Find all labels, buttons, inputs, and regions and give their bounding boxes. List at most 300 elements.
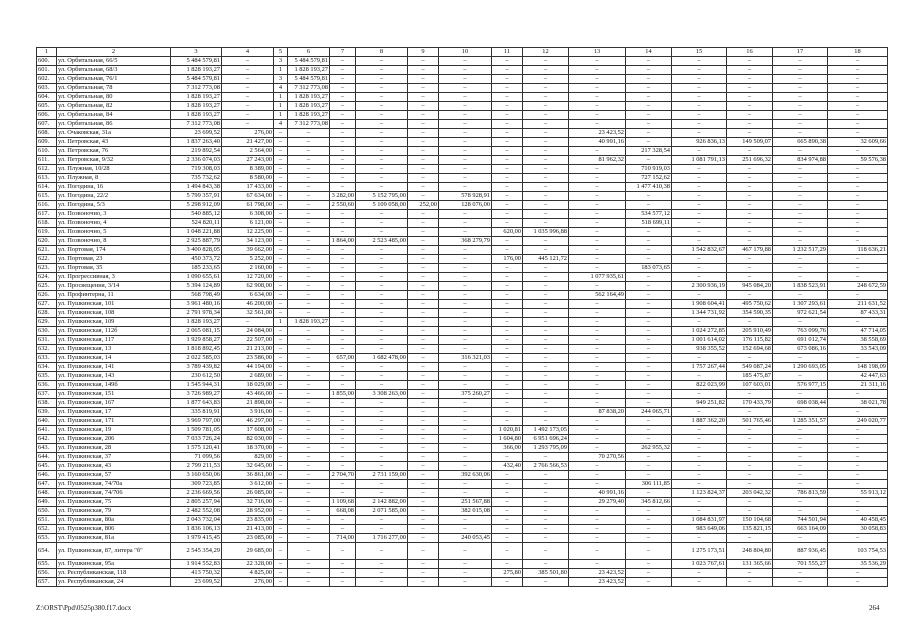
value-cell: – — [773, 462, 828, 471]
value-cell: 176,00 — [492, 255, 523, 264]
value-cell: – — [330, 426, 356, 435]
value-cell: – — [356, 174, 408, 183]
value-cell: – — [408, 345, 439, 354]
value-cell: 1 494 843,38 — [171, 183, 222, 192]
value-cell: – — [288, 273, 330, 282]
value-cell: – — [727, 408, 773, 417]
value-cell: – — [330, 408, 356, 417]
row-number-cell: 607. — [37, 120, 57, 129]
value-cell: – — [626, 516, 672, 525]
value-cell: – — [408, 435, 439, 444]
value-cell: 1 838 523,91 — [773, 282, 828, 291]
value-cell: – — [330, 381, 356, 390]
value-cell: – — [492, 390, 523, 399]
value-cell: 59 576,38 — [828, 156, 888, 165]
column-number-cell: 13 — [569, 48, 626, 57]
value-cell: – — [523, 138, 569, 147]
row-number-cell: 655. — [37, 560, 57, 569]
value-cell: 40 458,45 — [828, 516, 888, 525]
value-cell: – — [727, 318, 773, 327]
value-cell: – — [773, 578, 828, 587]
value-cell: – — [672, 219, 727, 228]
value-cell: 316 321,03 — [439, 354, 492, 363]
value-cell: 309 723,85 — [171, 480, 222, 489]
value-cell: 744 501,94 — [773, 516, 828, 525]
value-cell: 1 828 193,27 — [171, 111, 222, 120]
value-cell: – — [672, 129, 727, 138]
table-row — [37, 219, 888, 228]
value-cell: – — [408, 318, 439, 327]
value-cell: – — [569, 345, 626, 354]
value-cell: – — [626, 426, 672, 435]
value-cell: – — [773, 120, 828, 129]
address-cell: ул. Петровская, 43 — [57, 138, 171, 147]
value-cell: – — [439, 273, 492, 282]
value-cell: 1 828 193,27 — [288, 111, 330, 120]
value-cell: – — [222, 120, 274, 129]
address-cell: ул. Петровская, 9/32 — [57, 156, 171, 165]
value-cell: 673 086,16 — [773, 345, 828, 354]
value-cell: 248 804,80 — [727, 543, 773, 560]
value-cell: – — [569, 66, 626, 75]
row-number-cell: 656. — [37, 569, 57, 578]
row-number-cell: 639. — [37, 408, 57, 417]
value-cell: 2 925 887,79 — [171, 237, 222, 246]
row-number-cell: 622. — [37, 255, 57, 264]
value-cell: 1 855,00 — [330, 390, 356, 399]
value-cell: – — [626, 138, 672, 147]
value-cell: – — [408, 354, 439, 363]
value-cell: – — [828, 255, 888, 264]
value-cell: – — [569, 246, 626, 255]
value-cell: 2 799 211,53 — [171, 462, 222, 471]
value-cell: – — [439, 174, 492, 183]
value-cell: 131 365,66 — [727, 560, 773, 569]
value-cell: – — [356, 120, 408, 129]
row-number-cell: 626. — [37, 291, 57, 300]
value-cell: 306 111,85 — [626, 480, 672, 489]
column-number-cell: 15 — [672, 48, 727, 57]
value-cell: – — [408, 363, 439, 372]
value-cell: – — [727, 183, 773, 192]
value-cell: 23 423,52 — [569, 578, 626, 587]
row-number-cell: 644. — [37, 453, 57, 462]
address-cell: ул. Погодина, 5/3 — [57, 201, 171, 210]
value-cell: – — [439, 543, 492, 560]
value-cell: 1 828 193,27 — [288, 93, 330, 102]
value-cell: 6 634,00 — [222, 291, 274, 300]
value-cell: – — [330, 120, 356, 129]
value-cell: – — [408, 426, 439, 435]
value-cell: – — [672, 57, 727, 66]
value-cell: – — [288, 390, 330, 399]
value-cell: – — [288, 578, 330, 587]
table-row — [37, 300, 888, 309]
value-cell: 244 065,71 — [626, 408, 672, 417]
value-cell: – — [439, 426, 492, 435]
column-number-cell: 12 — [523, 48, 569, 57]
value-cell: – — [672, 507, 727, 516]
value-cell: – — [626, 327, 672, 336]
value-cell: – — [773, 237, 828, 246]
value-cell: – — [439, 318, 492, 327]
value-cell: – — [626, 57, 672, 66]
value-cell: – — [356, 489, 408, 498]
value-cell: – — [288, 309, 330, 318]
value-cell: – — [626, 93, 672, 102]
row-number-cell: 643. — [37, 444, 57, 453]
value-cell: 46 200,00 — [222, 300, 274, 309]
value-cell: 240 053,45 — [439, 534, 492, 543]
value-cell: 23 699,52 — [171, 129, 222, 138]
value-cell: 576 977,15 — [773, 381, 828, 390]
value-cell: – — [439, 578, 492, 587]
row-number-cell: 633. — [37, 354, 57, 363]
value-cell: – — [356, 560, 408, 569]
row-number-cell: 653. — [37, 534, 57, 543]
value-cell: – — [274, 489, 288, 498]
value-cell: 262 955,32 — [626, 444, 672, 453]
value-cell: – — [626, 381, 672, 390]
value-cell: – — [727, 219, 773, 228]
value-cell: 1 682 478,00 — [356, 354, 408, 363]
value-cell: – — [626, 246, 672, 255]
value-cell: – — [672, 174, 727, 183]
table-row — [37, 399, 888, 408]
table-row — [37, 498, 888, 507]
value-cell: 2 022 585,03 — [171, 354, 222, 363]
value-cell: – — [828, 174, 888, 183]
value-cell: – — [492, 219, 523, 228]
value-cell: – — [274, 381, 288, 390]
value-cell: – — [408, 129, 439, 138]
value-cell: – — [773, 129, 828, 138]
value-cell: 62 908,00 — [222, 282, 274, 291]
value-cell: – — [408, 165, 439, 174]
value-cell: 1 035 996,88 — [523, 228, 569, 237]
value-cell: 540 885,12 — [171, 210, 222, 219]
value-cell: – — [523, 273, 569, 282]
value-cell: 33 543,09 — [828, 345, 888, 354]
address-cell: ул. Плужная, 10/28 — [57, 165, 171, 174]
value-cell: 3 308 263,00 — [356, 390, 408, 399]
value-cell: – — [274, 569, 288, 578]
value-cell: – — [492, 507, 523, 516]
value-cell: – — [828, 75, 888, 84]
value-cell: – — [408, 246, 439, 255]
value-cell: 2 731 159,00 — [356, 471, 408, 480]
value-cell: – — [773, 57, 828, 66]
value-cell: 12 720,00 — [222, 273, 274, 282]
value-cell: – — [439, 560, 492, 569]
value-cell: 1 929 858,27 — [171, 336, 222, 345]
value-cell: 8 389,00 — [222, 165, 274, 174]
row-number-cell: 654. — [37, 543, 57, 560]
value-cell: – — [523, 192, 569, 201]
value-cell: – — [828, 129, 888, 138]
value-cell: – — [288, 264, 330, 273]
value-cell: 763 099,76 — [773, 327, 828, 336]
value-cell: – — [356, 138, 408, 147]
value-cell: 1 828 193,27 — [171, 93, 222, 102]
value-cell: 3 160 650,06 — [171, 471, 222, 480]
value-cell: – — [408, 408, 439, 417]
value-cell: – — [408, 66, 439, 75]
data-table — [36, 47, 888, 587]
value-cell: – — [274, 147, 288, 156]
value-cell: – — [773, 426, 828, 435]
value-cell: – — [356, 300, 408, 309]
value-cell: – — [727, 569, 773, 578]
value-cell: 354 590,35 — [727, 309, 773, 318]
value-cell: – — [274, 327, 288, 336]
value-cell: – — [523, 129, 569, 138]
value-cell: – — [408, 327, 439, 336]
value-cell: 822 023,99 — [672, 381, 727, 390]
value-cell: – — [274, 560, 288, 569]
row-number-cell: 638. — [37, 399, 57, 408]
value-cell: – — [773, 444, 828, 453]
value-cell: – — [727, 93, 773, 102]
value-cell: – — [672, 192, 727, 201]
value-cell: – — [356, 318, 408, 327]
value-cell: – — [288, 156, 330, 165]
row-number-cell: 603. — [37, 84, 57, 93]
value-cell: 382 015,08 — [439, 507, 492, 516]
value-cell: – — [288, 147, 330, 156]
value-cell: 7 312 773,08 — [288, 120, 330, 129]
address-cell: ул. Пушкинская, 80a — [57, 516, 171, 525]
value-cell: 18 029,00 — [222, 381, 274, 390]
table-row — [37, 462, 888, 471]
row-number-cell: 623. — [37, 264, 57, 273]
value-cell: – — [523, 471, 569, 480]
value-cell: 701 555,27 — [773, 560, 828, 569]
value-cell: – — [626, 201, 672, 210]
value-cell: – — [274, 516, 288, 525]
value-cell: – — [288, 408, 330, 417]
value-cell: 926 836,13 — [672, 138, 727, 147]
value-cell: – — [523, 102, 569, 111]
value-cell: – — [828, 291, 888, 300]
value-cell: – — [672, 183, 727, 192]
value-cell: – — [492, 525, 523, 534]
row-number-cell: 628. — [37, 309, 57, 318]
value-cell: – — [727, 426, 773, 435]
value-cell: – — [439, 408, 492, 417]
value-cell: – — [672, 120, 727, 129]
address-cell: ул. Портовая, 35 — [57, 264, 171, 273]
value-cell: – — [569, 525, 626, 534]
value-cell: – — [408, 255, 439, 264]
value-cell: – — [569, 372, 626, 381]
value-cell: – — [672, 426, 727, 435]
value-cell: – — [773, 183, 828, 192]
value-cell: – — [356, 84, 408, 93]
value-cell: – — [274, 543, 288, 560]
value-cell: – — [828, 183, 888, 192]
value-cell: – — [288, 435, 330, 444]
value-cell: – — [672, 210, 727, 219]
row-number-cell: 608. — [37, 129, 57, 138]
value-cell: – — [274, 498, 288, 507]
address-cell: ул. Портовая, 174 — [57, 246, 171, 255]
value-cell: – — [523, 147, 569, 156]
value-cell: 251 567,88 — [439, 498, 492, 507]
value-cell: – — [274, 408, 288, 417]
value-cell: – — [626, 75, 672, 84]
value-cell: – — [439, 246, 492, 255]
value-cell: 21 213,00 — [222, 345, 274, 354]
value-cell: – — [626, 578, 672, 587]
table-row — [37, 525, 888, 534]
value-cell: – — [439, 129, 492, 138]
value-cell: 727 152,62 — [626, 174, 672, 183]
value-cell: – — [288, 255, 330, 264]
value-cell: – — [672, 534, 727, 543]
value-cell: – — [626, 462, 672, 471]
value-cell: 2 805 257,94 — [171, 498, 222, 507]
value-cell: – — [492, 93, 523, 102]
table-row — [37, 111, 888, 120]
value-cell: 32 716,00 — [222, 498, 274, 507]
value-cell: 38 558,69 — [828, 336, 888, 345]
value-cell: – — [569, 507, 626, 516]
value-cell: 1 828 193,27 — [171, 66, 222, 75]
row-number-cell: 649. — [37, 498, 57, 507]
value-cell: – — [828, 569, 888, 578]
table-row — [37, 291, 888, 300]
value-cell: – — [828, 120, 888, 129]
value-cell: – — [672, 444, 727, 453]
value-cell: – — [569, 147, 626, 156]
value-cell: – — [626, 507, 672, 516]
value-cell: 7 033 726,24 — [171, 435, 222, 444]
value-cell: – — [828, 534, 888, 543]
table-row — [37, 408, 888, 417]
table-row — [37, 569, 888, 578]
value-cell: – — [523, 390, 569, 399]
address-cell: ул. Пушкинская, 117 — [57, 336, 171, 345]
value-cell: – — [356, 327, 408, 336]
value-cell: 1 877 643,83 — [171, 399, 222, 408]
value-cell: – — [330, 183, 356, 192]
value-cell: – — [439, 381, 492, 390]
address-cell: ул. Пушкинская, 806 — [57, 525, 171, 534]
value-cell: – — [672, 453, 727, 462]
value-cell: – — [274, 462, 288, 471]
value-cell: – — [288, 543, 330, 560]
value-cell: – — [523, 201, 569, 210]
value-cell: – — [773, 219, 828, 228]
value-cell: – — [523, 534, 569, 543]
address-cell: ул. Просвещения, 3/14 — [57, 282, 171, 291]
value-cell: – — [288, 192, 330, 201]
value-cell: 335 819,91 — [171, 408, 222, 417]
value-cell: – — [569, 318, 626, 327]
value-cell: 150 104,68 — [727, 516, 773, 525]
value-cell: 445 121,72 — [523, 255, 569, 264]
value-cell: – — [492, 183, 523, 192]
value-cell: – — [274, 417, 288, 426]
value-cell: – — [828, 408, 888, 417]
value-cell: – — [492, 318, 523, 327]
value-cell: 5 109 058,00 — [356, 201, 408, 210]
value-cell: – — [773, 255, 828, 264]
value-cell: – — [288, 525, 330, 534]
value-cell: – — [492, 354, 523, 363]
value-cell: – — [330, 516, 356, 525]
value-cell: – — [274, 237, 288, 246]
value-cell: – — [773, 93, 828, 102]
value-cell: – — [492, 192, 523, 201]
value-cell: 1 837 263,40 — [171, 138, 222, 147]
value-cell: – — [523, 578, 569, 587]
row-number-cell: 635. — [37, 372, 57, 381]
row-number-cell: 617. — [37, 210, 57, 219]
value-cell: – — [569, 174, 626, 183]
value-cell: – — [626, 471, 672, 480]
value-cell: – — [439, 66, 492, 75]
value-cell: – — [626, 435, 672, 444]
value-cell: – — [727, 201, 773, 210]
row-number-cell: 629. — [37, 318, 57, 327]
column-number-cell: 7 — [330, 48, 356, 57]
value-cell: 67 634,00 — [222, 192, 274, 201]
value-cell: – — [356, 147, 408, 156]
value-cell: – — [356, 453, 408, 462]
value-cell: 1 887 362,20 — [672, 417, 727, 426]
value-cell: – — [356, 426, 408, 435]
value-cell: – — [274, 219, 288, 228]
value-cell: – — [274, 525, 288, 534]
value-cell: – — [288, 354, 330, 363]
value-cell: 36 861,00 — [222, 471, 274, 480]
value-cell: 3 961 480,16 — [171, 300, 222, 309]
value-cell: 1 024 272,85 — [672, 327, 727, 336]
value-cell: – — [408, 498, 439, 507]
value-cell: – — [773, 75, 828, 84]
value-cell: – — [330, 273, 356, 282]
value-cell: – — [492, 543, 523, 560]
value-cell: – — [828, 390, 888, 399]
value-cell: – — [330, 489, 356, 498]
table-row — [37, 165, 888, 174]
value-cell: – — [828, 237, 888, 246]
value-cell: 32 609,66 — [828, 138, 888, 147]
row-number-cell: 610. — [37, 147, 57, 156]
row-number-cell: 627. — [37, 300, 57, 309]
value-cell: – — [274, 309, 288, 318]
value-cell: – — [727, 471, 773, 480]
value-cell: – — [356, 102, 408, 111]
value-cell: – — [727, 165, 773, 174]
value-cell: – — [672, 75, 727, 84]
value-cell: – — [523, 327, 569, 336]
value-cell: 2 689,00 — [222, 372, 274, 381]
value-cell: – — [330, 462, 356, 471]
value-cell: – — [828, 480, 888, 489]
table-row — [37, 192, 888, 201]
value-cell: – — [492, 156, 523, 165]
value-cell: – — [523, 84, 569, 93]
value-cell: – — [274, 255, 288, 264]
table-row — [37, 363, 888, 372]
value-cell: – — [288, 498, 330, 507]
value-cell: – — [626, 66, 672, 75]
address-cell: ул. Пушкинская, 19 — [57, 426, 171, 435]
value-cell: – — [672, 102, 727, 111]
